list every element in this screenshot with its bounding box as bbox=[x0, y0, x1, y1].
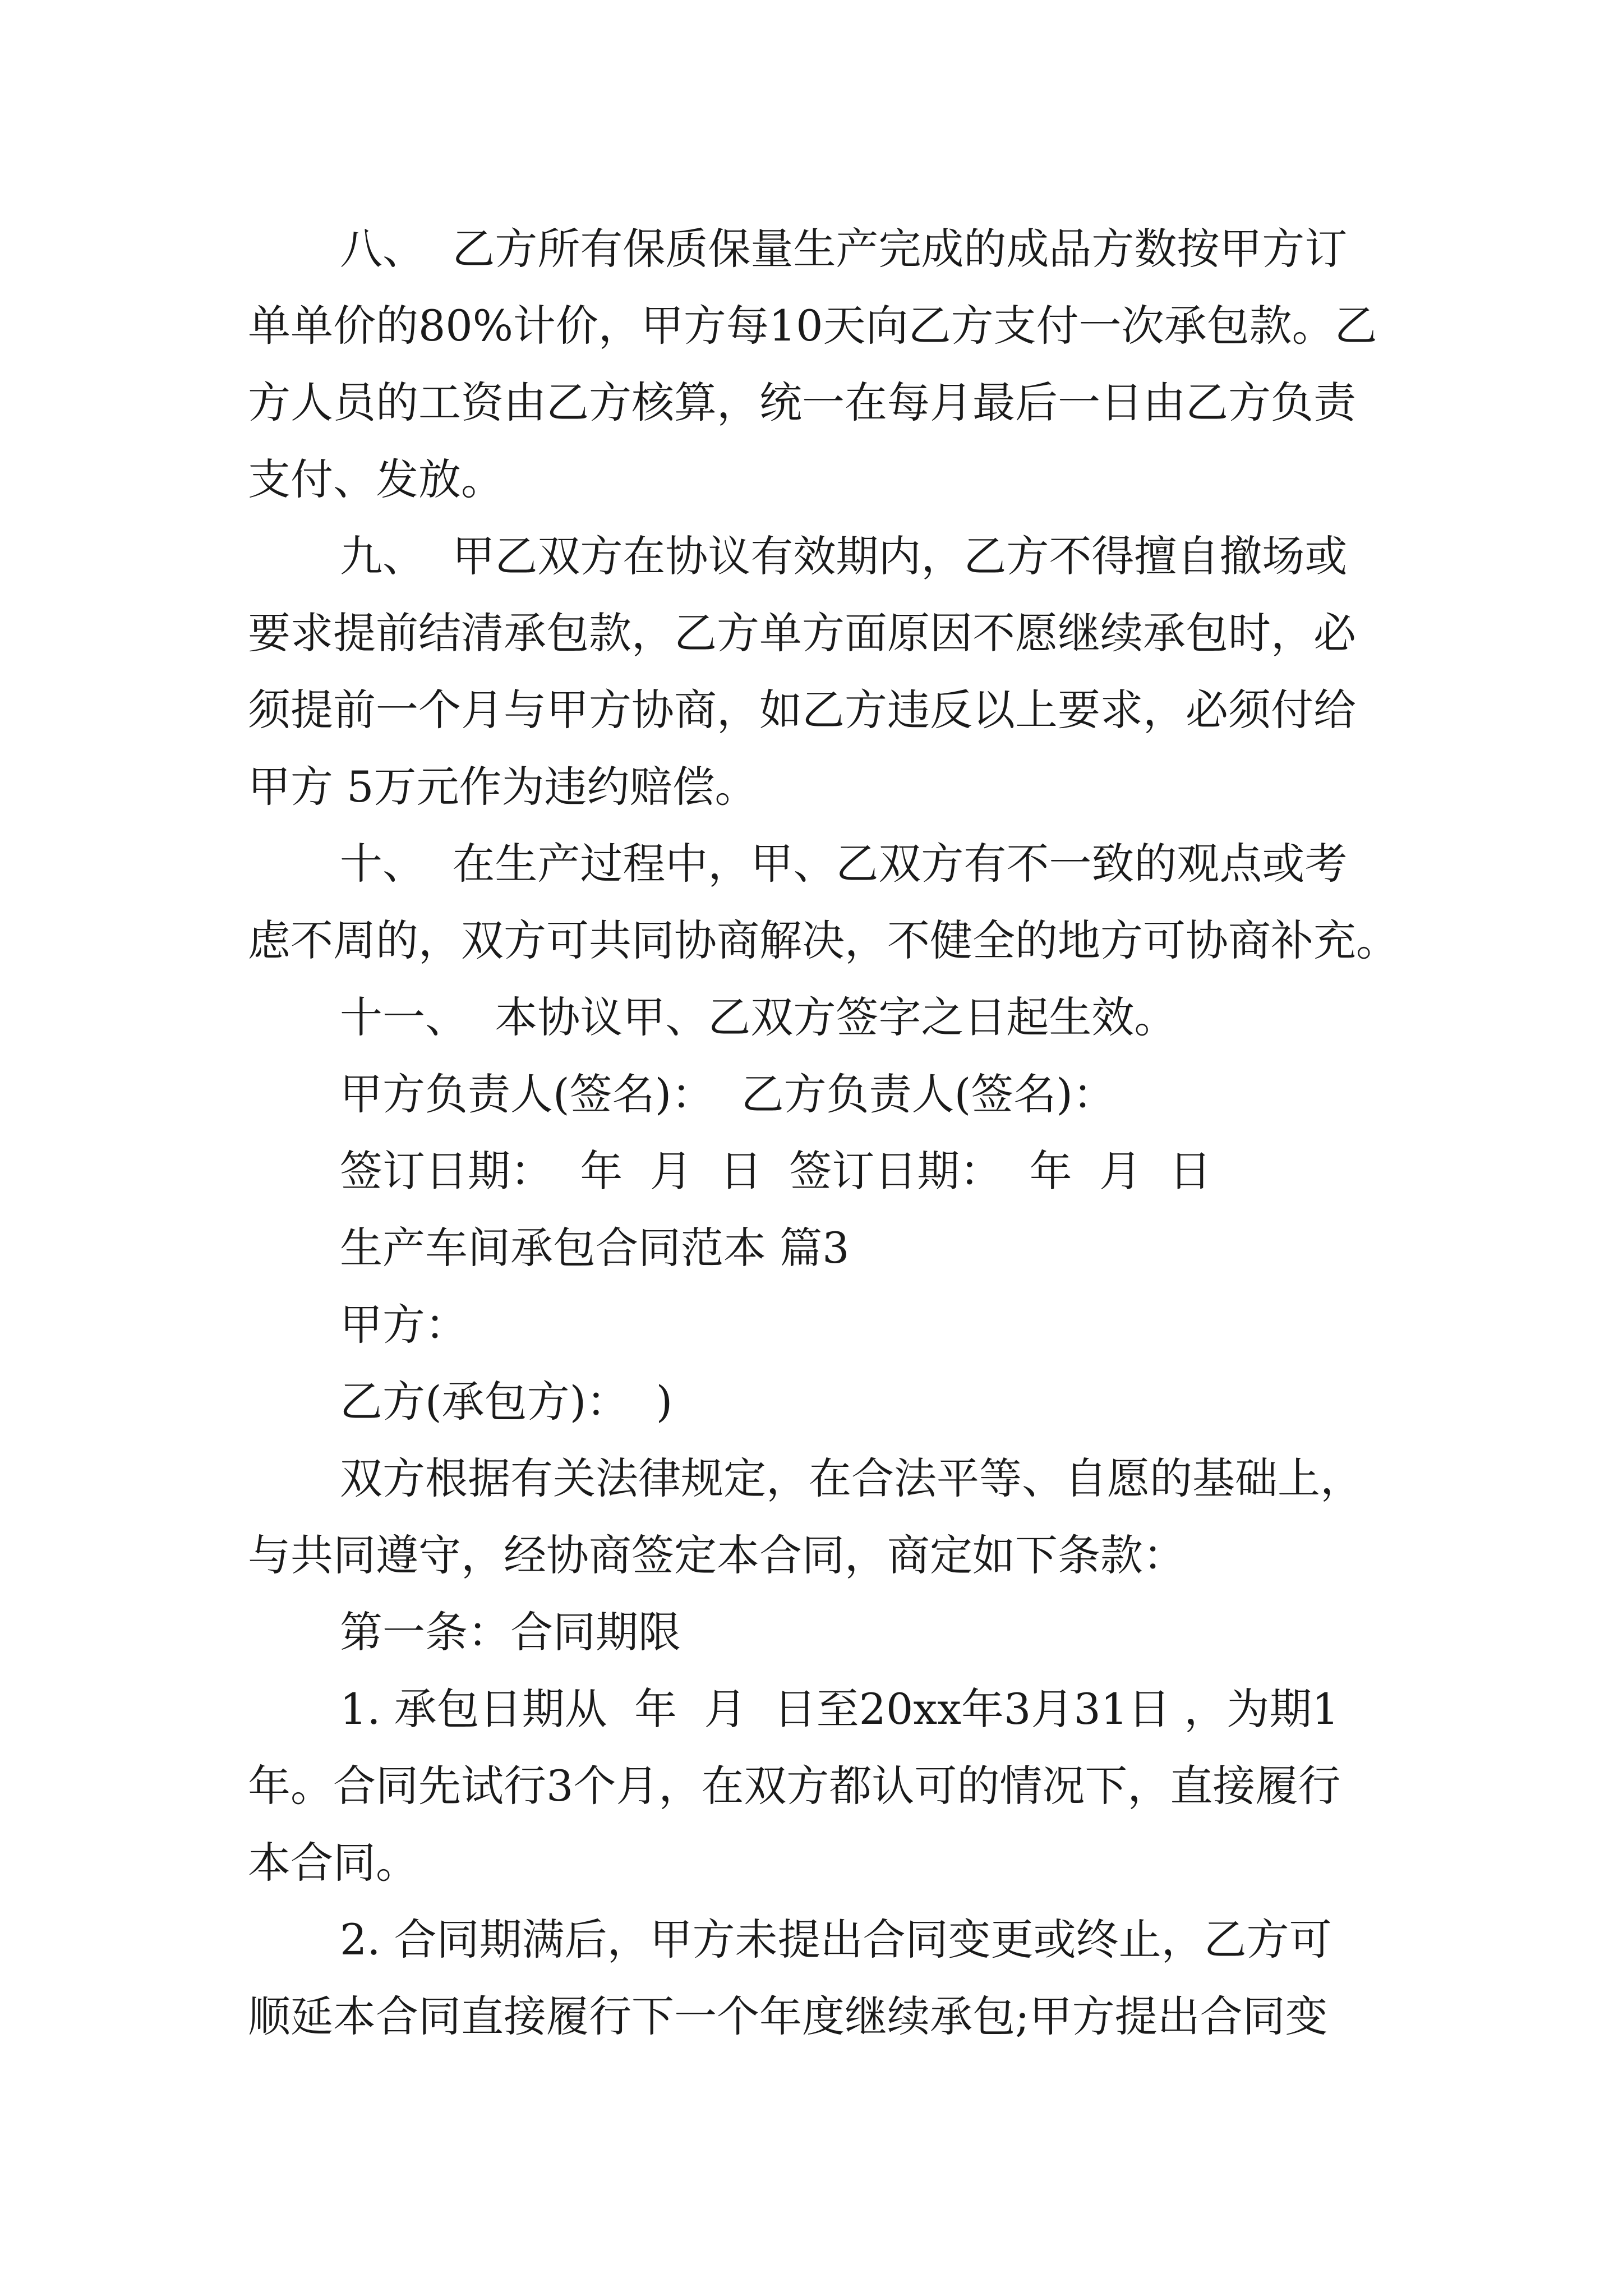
text-line: 虑不周的，双方可共同协商解决，不健全的地方可协商补充。 bbox=[248, 915, 1399, 965]
signature-line: 甲方负责人(签名)： 乙方负责人(签名)： bbox=[340, 1069, 1115, 1119]
text-line: 甲方 5万元作为违约赔偿。 bbox=[248, 762, 758, 812]
text-line: 双方根据有关法律规定，在合法平等、自愿的基础上， bbox=[340, 1453, 1363, 1503]
party-a-line: 甲方： bbox=[340, 1300, 468, 1350]
text-line: 要求提前结清承包款，乙方单方面原因不愿继续承包时，必 bbox=[248, 608, 1356, 658]
text-line: 十一、 本协议甲、乙双方签字之日起生效。 bbox=[340, 992, 1177, 1042]
article-heading: 第一条：合同期限 bbox=[340, 1607, 681, 1657]
text-line: 九、 甲乙双方在协议有效期内，乙方不得擅自撤场或 bbox=[340, 531, 1348, 581]
text-line: 十、 在生产过程中，甲、乙双方有不一致的观点或考 bbox=[340, 839, 1348, 889]
text-line: 八、 乙方所有保质保量生产完成的成品方数按甲方订 bbox=[340, 224, 1348, 274]
text-line: 方人员的工资由乙方核算，统一在每月最后一日由乙方负责 bbox=[248, 378, 1356, 427]
text-line: 年。合同先试行3个月，在双方都认可的情况下，直接履行 bbox=[248, 1761, 1341, 1811]
text-line: 与共同遵守，经协商签定本合同，商定如下条款： bbox=[248, 1530, 1186, 1580]
contract-text bbox=[248, 210, 1399, 2055]
text-line: 1. 承包日期从 年 月 日至20xx年3月31日 ，为期1 bbox=[340, 1684, 1339, 1734]
text-line: 单单价的80%计价，甲方每10天向乙方支付一次承包款。乙 bbox=[248, 301, 1377, 351]
text-line: 支付、发放。 bbox=[248, 454, 504, 504]
text-line: 本合同。 bbox=[248, 1838, 418, 1888]
date-line: 签订日期： 年 月 日 签订日期： 年 月 日 bbox=[340, 1146, 1212, 1196]
text-line: 2. 合同期满后，甲方未提出合同变更或终止，乙方可 bbox=[340, 1915, 1332, 1964]
text-line: 须提前一个月与甲方协商，如乙方违反以上要求，必须付给 bbox=[248, 685, 1356, 735]
text-line: 顺延本合同直接履行下一个年度继续承包;甲方提出合同变 bbox=[248, 1991, 1328, 2041]
section-heading: 生产车间承包合同范本 篇3 bbox=[340, 1223, 850, 1273]
party-b-line: 乙方(承包方)： ) bbox=[340, 1377, 673, 1427]
